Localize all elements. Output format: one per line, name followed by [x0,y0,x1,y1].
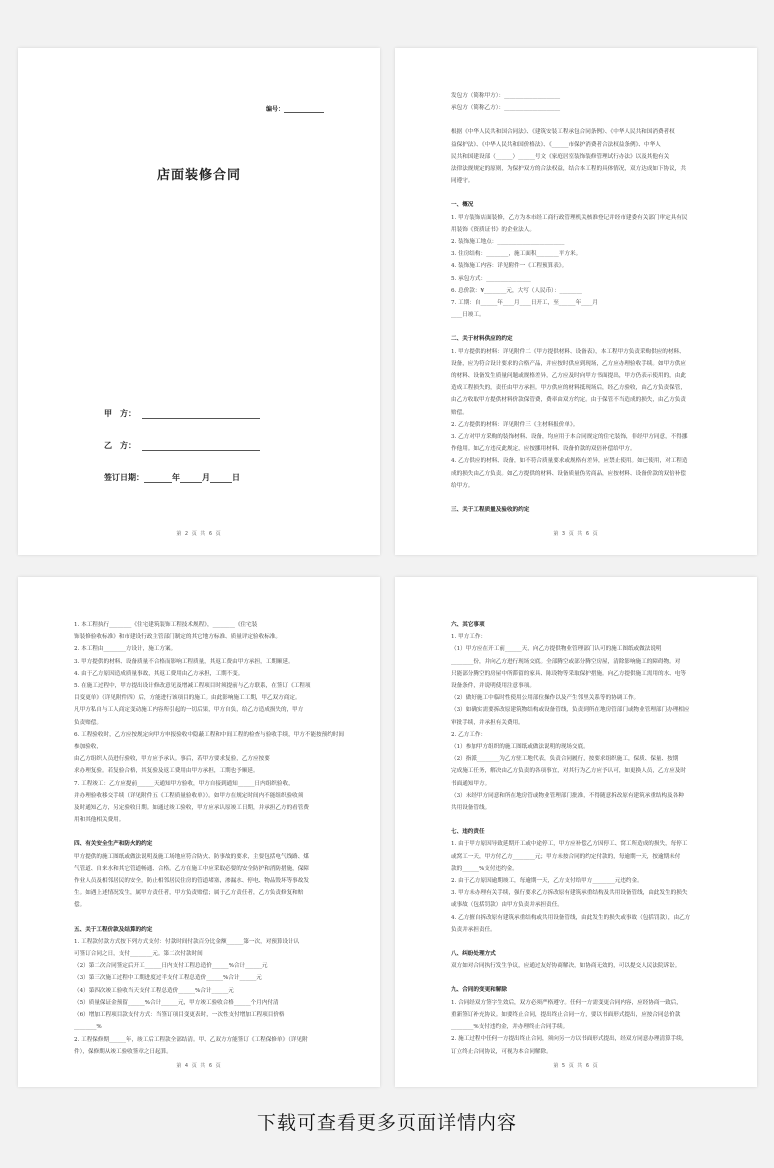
body-line: 2. 乙方工作： [451,731,487,738]
body-line: 共用设备管线。 [451,805,491,812]
body-line: 的材料、设备发生质量问题或规格差异，乙方应及时向甲方书面提出，甲方仍表示使用的，由此 [451,373,686,380]
body-line: 用装饰《资质证书》的企业法人。 [451,226,535,233]
page-title: 店面装修合同 [156,168,241,183]
body-line: 1. 本工程执行________《住宅建筑装饰工程技术规程》，________《住宅装 [74,622,258,628]
spacer [74,826,348,838]
party-b-label: 乙 方： [104,441,136,450]
body-line: 5. 在施工过程中，甲方提出设计修改意见及增减工程项目时须提前与乙方联系，在签订《工程项 [74,683,311,690]
body-line: 3. 甲方提供的材料、设备质量不合格而影响工程质量，其返工费由甲方承担，工期顺延。 [74,658,294,665]
section-heading: 九、合同的变更和解除 [451,987,507,994]
month-label: 月 [202,473,210,482]
body-line: ________%支付违约金，并办理终止合同手续。 [451,1024,569,1031]
body-line: 完成施工任务，解决由乙方负责的各项事宜，对其行为乙方应予认可，如更换人员，乙方应及时 [451,768,686,775]
body-line: 甲方提供的施工图纸或做法说明及施工场地应符合防火、防事故的要求，主要包括电气线路、煤 [74,853,309,860]
body-line: 4. 乙方供应的材料、设备，如不符合质量要求或规格有差异，应禁止使用。如已使用，对工程造 [451,458,688,465]
body-line: 7. 工程竣工：乙方应提前______天通知甲方验收，甲方自接到通知______日内组织验收， [74,780,294,787]
body-line: 气管道、自来水和其它管道畅通、合格。乙方在施工中应采取必要的安全防护和消防措施，保障 [74,865,309,872]
sign-date-label: 签订日期： [104,473,144,482]
body-line: （2）第二次合同签定后开工______日内支付工程总造价______%合计______元 [74,963,268,970]
page-body [451,90,725,516]
body-line: 作业人员及相邻居民的安全，防止相邻居民住房的管道堵塞，渗漏水、停电、物品毁坏等事故发 [74,878,309,885]
body-line: 根据《中华人民共和国合同法》、《建筑安装工程承包合同条例》、《中华人民共和国消费者权 [451,129,675,136]
spacer [451,321,725,333]
body-line: 益保护法》、《中华人民共和国价格法》、《______市保护消费者合法权益条例》、中华人 [451,141,661,148]
body-line: 4. 由于乙方原因造成质量事故，其返工费用由乙方承担，工期不变。 [74,670,244,677]
body-line: 发包方（简称甲方）：____________________ [451,93,561,99]
body-line: （5）质量保证金预留______%合计______元，甲方竣工验收合格______个月内付清 [74,999,279,1006]
body-line: 法律法规规定的原则，为保护双方的合法权益，结合本工程的具体情况，双方达成如下协议，共 [451,166,686,173]
month-blank [180,474,202,483]
body-line: ________% [74,1024,102,1031]
body-line: 设备条件，并说明使用注意事项。 [451,683,535,690]
section-heading: 一、概况 [451,202,474,209]
body-line: （3）第三次施工过程中工期进度过半支付工程总造价______%合计______元 [74,975,262,982]
body-line: 给甲方。 [451,482,474,489]
body-line: 3. 住房结构：________，施工面积________平方米。 [451,251,582,258]
body-line: 订立终止合同协议，可视为本合同解除。 [451,1048,552,1055]
body-line: 审批手续，并承担有关费用。 [451,719,524,726]
body-line: 2. 由于乙方原因逾期竣工，每逾期一天，乙方支付给甲方________元违约金。 [451,878,643,885]
section-heading: 二、关于材料供应的约定 [451,336,513,343]
body-line: （4）第四次竣工验收当天支付工程总造价______%合计______元 [74,987,234,994]
spacer [451,814,725,826]
body-line: （2）指派________为乙方驻工地代表，负责合同履行，按要求组织施工，保质、保量、按期 [451,756,679,763]
sign-date-row [104,472,240,483]
body-line: 目变更单》（详见附件四）后，方能进行该项目的施工。由此影响施工工期，甲乙双方商定。 [74,695,301,702]
body-line: 生。如遇上述情况发生，属甲方责任者，甲方负责赔偿；属于乙方责任者，乙方负责修复和赔 [74,890,304,897]
body-line: 3. 甲方未办理有关手续，强行要求乙方拆改原有建筑承重结构及共用设备管线，由此发生的损失 [451,890,688,897]
spacer [451,114,725,126]
body-line: 凡甲方私自与工人商定变动施工内容所引起的一切后果，甲方自负，给乙方造成损失的，甲方 [74,707,304,714]
body-line: 2. 装饰施工地点：________________________ [451,239,565,246]
body-line: 件），保修期从竣工验收签章之日起算。 [74,1048,172,1055]
contract-number-label: 编号： [265,106,284,113]
contract-cover-page [18,48,380,555]
body-line: 饰装修验收标准》和市建设行政主管部门制定的其它地方标准、质量评定验收标准。 [74,634,281,641]
body-line: 可签订合同之日，支付________元。第二次付款时间 [74,951,203,958]
body-line: 或窝工一天，甲方付乙方________元；甲方未按合同的约定付款的，每逾期一天，按逾期未付 [451,853,681,860]
day-label: 日 [232,473,240,482]
body-line: 设备，应为符合设计要求的合格产品，并应按时供应到现场，乙方应办理验收手续。如甲方供应 [451,360,686,367]
body-line: 5. 承包方式：________________ [451,275,531,282]
section-heading: 七、违约责任 [451,829,485,836]
body-line: 4. 装饰施工内容：详见附件一《工程预算表》。 [451,263,568,270]
body-line: 1. 由于甲方原因导致延期开工或中途停工，甲方应补偿乙方因停工、窝工所造成的损失，每停工 [451,841,688,848]
day-blank [210,474,232,483]
body-line: 用和其他相关费用。 [74,817,125,824]
body-line: 只能部分腾空的房屋中所滞留的家具、陈设物等采取保护措施。向乙方提供施工需用的水、电等 [451,670,686,677]
body-line: 6. 工程验收时，乙方应按规定向甲方申报验收中隐蔽工程和中间工程的检查与验收手续，甲方不能按预约时间参加验收， [74,731,345,751]
body-line: 负责赔偿。 [74,719,102,726]
body-line: 2. 乙方提供的材料：详见附件三《主材料报价单》。 [451,421,579,428]
body-line: 造成工程损失的，责任由甲方承担。甲方供应的材料抵现场后，经乙方验收，由乙方负责保管， [451,385,686,392]
body-line: 由乙方组织人员进行验收，甲方应予承认。事后，若甲方要求复验，乙方应按要 [74,756,270,763]
spacer [451,936,725,948]
year-label: 年 [172,473,180,482]
download-caption: 下载可查看更多页面详情内容 [256,1112,517,1134]
body-line: 2. 施工过程中任何一方提出终止合同，须向另一方以书面形式提出，经双方同意办理清算手续， [451,1036,688,1043]
body-line: 负责并承担责任。 [451,926,496,933]
body-line: 2. 本工程由________方设计，施工方案。 [74,646,177,653]
body-line: 重新签订补充协议。如要终止合同，提出终止合同一方，要以书面形式提出，应按合同总价款 [451,1011,681,1018]
contract-number-blank [284,104,324,113]
year-blank [144,474,172,483]
body-line: 承包方（简称乙方）：____________________ [451,105,561,112]
body-line: 作他用。如乙方违反此规定，应按挪用材料、设备价款的双倍补偿给甲方。 [451,446,636,453]
body-line: （1）参加甲方组织的施工图纸或做法说明的现场交底。 [451,744,589,751]
page-number: 第 4 页 共 6 页 [176,1063,222,1069]
body-line: 同遵守。 [451,178,474,185]
page-number: 第 5 页 共 6 页 [553,1063,599,1069]
page-body [74,619,348,1058]
body-line: ____日竣工。 [451,312,485,319]
contract-page-5 [395,577,757,1087]
contract-page-4 [18,577,380,1087]
body-line: 书面通知甲方。 [451,780,491,787]
body-line: 1. 甲方工作： [451,634,487,641]
body-line: 求办理复验。若复验合格，其复验及返工费用由甲方承担，工期也予顺延。 [74,768,259,775]
body-line: （2）做好施工中临时性使用公用部位操作以及产生邻里关系等的协调工作。 [451,695,640,702]
body-line: 3. 乙方对甲方采购的装饰材料、设备，均应用于本合同规定的住宅装饰，非经甲方同意，不得挪 [451,434,688,441]
body-line: 由乙方收取甲方提供材料价款保管费，费率由双方约定。由于保管不当造成的损失，由乙方负责 [451,397,686,404]
body-line: 2. 工程保修期______年，竣工后工程款全部结清。甲、乙双方方能签订《工程保修单》（详见附 [74,1036,308,1043]
section-heading: 六、其它事项 [451,622,485,628]
party-a-blank [142,410,260,419]
body-line: 并办理验收移交手续（详见附件五《工程质量验收单》）。如甲方在规定时间内不能组织验收须 [74,792,304,799]
contract-page-3 [395,48,757,555]
spacer [451,187,725,199]
section-heading: 八、纠纷处理方式 [451,951,496,958]
body-line: 民共和国建设部（______）______号文《家庭居室装饰装修管理试行办法》以及其他有关 [451,153,670,160]
body-line: 赔偿。 [451,409,468,416]
body-line: 4. 乙方擅自拆改原有建筑承重结构或共用设备管线，由此发生的损失或事故（包括罚款），由乙方 [451,914,691,921]
body-line: （3）如确实需要拆改原建筑物结构或设备管线，负责到所在地房管部门或物业管理部门办理相应 [451,707,690,714]
body-line: 成的损失由乙方负责。如乙方提供的材料、设备质量伪劣商品，应按材料、设备价款的双倍补偿 [451,470,686,477]
party-a-label: 甲 方： [104,409,136,418]
page-body [451,619,725,1058]
section-heading: 四、有关安全生产和防火的约定 [74,841,153,848]
spacer [451,492,725,504]
spacer [451,972,725,984]
body-line: 1. 甲方装饰店面装修，乙方为本市经工商行政管理机关核准登记并经市建委有关部门审定具有民 [451,214,688,221]
party-b-row [104,440,260,451]
party-b-blank [142,442,260,451]
body-line: （1）甲方应在开工前______天，向乙方提供物业管理部门认可的施工图纸或做法说明 [451,646,662,653]
body-line: 双方如对合同执行发生争议，应通过友好协商解决，如协商无效的，可以提交人民法院诉讼。 [451,963,681,970]
section-heading: 五、关于工程价款及结算的约定 [74,926,153,933]
body-line: 1. 甲方提供的材料：详见附件二《甲方提供材料、设备表》，本工程甲方负责采购供应的材料、 [451,348,685,355]
body-line: ________份，并向乙方进行现场交底。全部腾空或部分腾空房屋，清除影响施工的障碍物。对 [451,658,681,665]
body-line: 1. 工程款付款方式按下列方式支付：付款时间付款百分比金额______第一次，对预算设计认 [74,938,300,945]
body-line: （3）未经甲方同意和所在地房管或物业管理部门批准，不得随意拆改原有建筑承重结构及各种 [451,792,684,799]
body-line: 6. 总价款：¥________元，大写（人民币）：________ [451,287,582,294]
section-heading: 三、关于工程质量及验收的约定 [451,507,530,514]
body-line: 偿。 [74,902,86,909]
body-line: 7. 工期：自______年____月____日开工，至______年____月 [451,300,598,307]
body-line: 款的______%支付违约金。 [451,865,518,872]
body-line: 及时通知乙方，另定验收日期。如通过竣工验收，甲方应承认原竣工日期，并承担乙方的看管费 [74,805,309,812]
page-number: 第 2 页 共 6 页 [176,531,222,537]
party-a-row [104,408,260,419]
contract-number [266,104,324,113]
spacer [74,912,348,924]
body-line: （6）增加工程项目款支付方式：当签订项目变更表时，一次性支付增加工程项目价格 [74,1012,285,1019]
body-line: 1. 合同经双方签字生效后，双方必须严格遵守。任何一方需变更合同内容，应经协商一致后， [451,999,682,1006]
body-line: 或事故（包括罚款）由甲方负责并承担责任。 [451,902,563,909]
page-number: 第 3 页 共 6 页 [553,531,599,537]
